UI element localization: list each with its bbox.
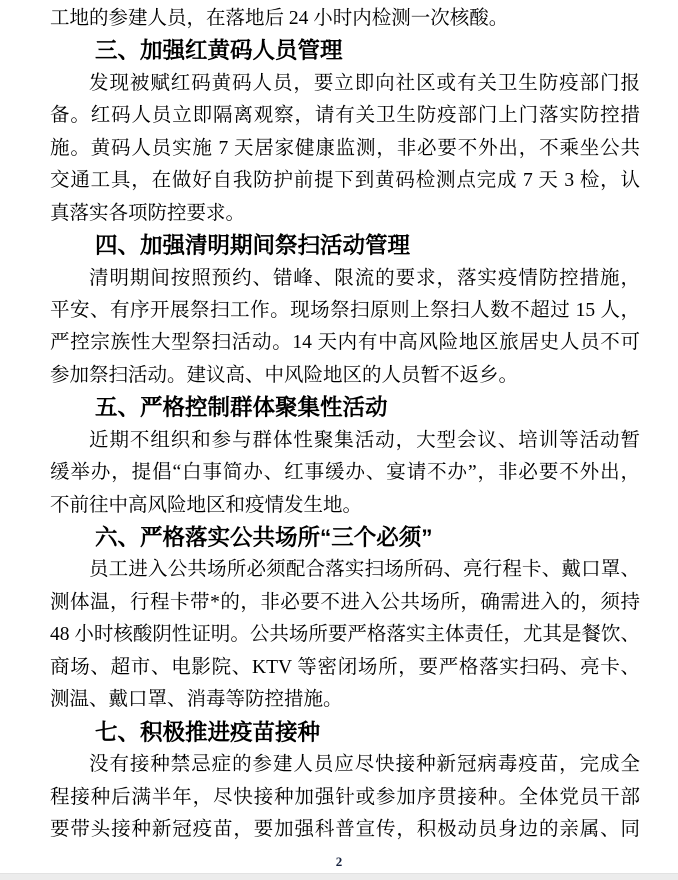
page-number: 2: [335, 854, 343, 869]
text-line: 发现被赋红码黄码人员，要立即向社区或有关卫生防疫部门报: [89, 72, 640, 94]
text-line: 缓举办，提倡“白事简办、红事缓办、宴请不办”，非必要不外出，: [50, 462, 640, 484]
text-line: 严控宗族性大型祭扫活动。14 天内有中高风险地区旅居史人员不可: [50, 332, 640, 354]
section-heading: 七、积极推进疫苗接种: [95, 719, 321, 745]
section-heading: 四、加强清明期间祭扫活动管理: [95, 233, 411, 259]
text-line: 平安、有序开展祭扫工作。现场祭扫原则上祭扫人数不超过 15 人，: [50, 299, 640, 321]
text-line: 工地的参建人员，在落地后 24 小时内检测一次核酸。: [50, 8, 509, 29]
section-heading: 六、严格落实公共场所“三个必须”: [95, 525, 433, 550]
text-line: 商场、超市、电影院、KTV 等密闭场所，要严格落实扫码、亮卡、: [50, 656, 640, 678]
text-line: 测温、戴口罩、消毒等防控措施。: [50, 689, 343, 711]
page-gap-strip: [0, 873, 678, 880]
text-line: 程接种后满半年，尽快接种加强针或参加序贯接种。全体党员干部: [50, 786, 640, 808]
text-line: 48 小时核酸阴性证明。公共场所要严格落实主体责任，尤其是餐饮、: [50, 624, 640, 646]
text-line: 清明期间按照预约、错峰、限流的要求，落实疫情防控措施，: [89, 267, 640, 289]
text-line: 真落实各项防控要求。: [50, 202, 246, 224]
text-line: 没有接种禁忌症的参建人员应尽快接种新冠病毒疫苗，完成全: [89, 754, 640, 776]
section-heading: 五、严格控制群体聚集性活动: [95, 395, 388, 421]
text-line: 员工进入公共场所必须配合落实扫场所码、亮行程卡、戴口罩、: [89, 559, 640, 581]
text-line: 参加祭扫活动。建议高、中风险地区的人员暂不返乡。: [50, 364, 519, 386]
text-line: 交通工具，在做好自我防护前提下到黄码检测点完成 7 天 3 检，认: [50, 170, 640, 192]
text-line: 近期不组织和参与群体性聚集活动，大型会议、培训等活动暂: [89, 429, 640, 451]
text-line: 施。黄码人员实施 7 天居家健康监测，非必要不外出，不乘坐公共: [50, 137, 640, 159]
section-heading: 三、加强红黄码人员管理: [95, 38, 343, 64]
text-line: 测体温，行程卡带*的，非必要不进入公共场所，确需进入的，须持: [50, 591, 640, 613]
text-line: 备。红码人员立即隔离观察，请有关卫生防疫部门上门落实防控措: [50, 105, 640, 127]
text-line: 不前往中高风险地区和疫情发生地。: [50, 494, 363, 516]
text-line: 要带头接种新冠疫苗，要加强科普宣传，积极动员身边的亲属、同: [50, 818, 640, 840]
document-text[interactable]: [50, 3, 640, 846]
